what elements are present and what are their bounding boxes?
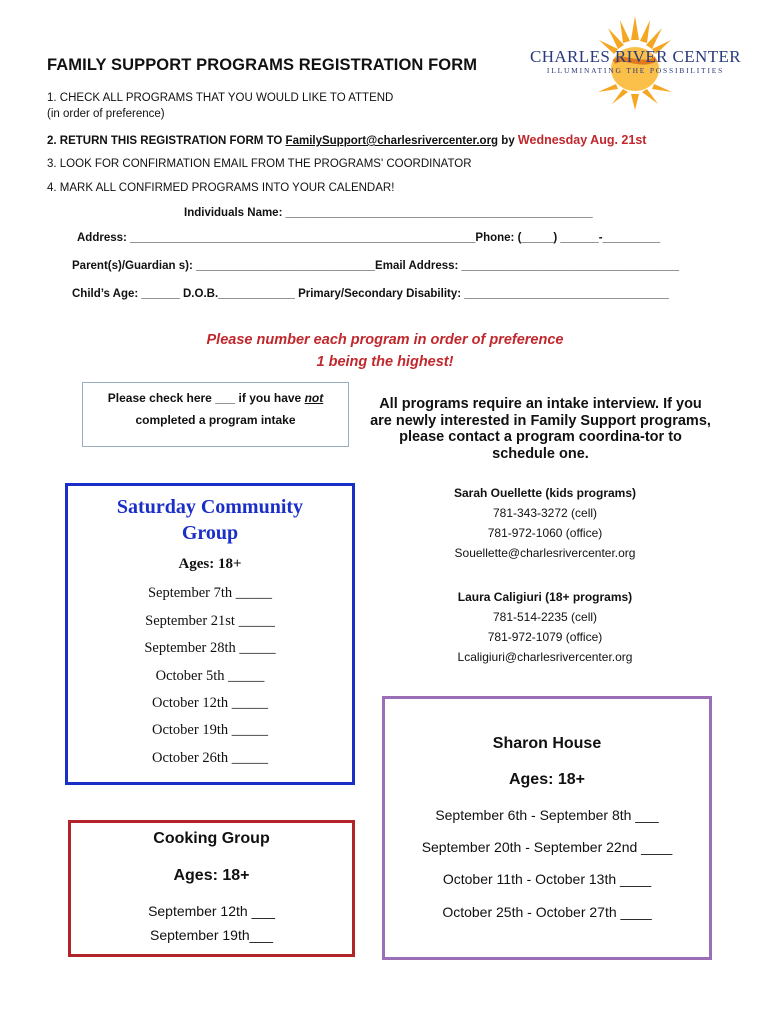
intake-check-line2: completed a program intake [135, 413, 296, 427]
sharon-house-box [382, 696, 712, 960]
saturday-date[interactable]: October 12th _____ [152, 695, 268, 711]
cooking-group-box [68, 820, 355, 957]
saturday-title-2: Group [181, 522, 239, 544]
step-2-by: by [501, 135, 515, 147]
step-1: 1. CHECK ALL PROGRAMS THAT YOU WOULD LIKE TO ATTEND [47, 92, 394, 104]
intake-check-line [83, 391, 348, 405]
contact-sarah [380, 486, 710, 560]
cooking-title: Cooking Group [153, 830, 270, 847]
logo-tagline: ILLUMINATING THE POSSIBILITIES [546, 66, 725, 75]
sharon-title: Sharon House [492, 735, 602, 752]
intake-check-text: Please check here ___ if you have [107, 391, 305, 405]
contact-email[interactable]: Souellette@charlesrivercenter.org [454, 546, 636, 560]
contact-cell: 781-514-2235 (cell) [492, 610, 598, 624]
saturday-date[interactable]: September 21st _____ [145, 613, 275, 629]
logo-name: CHARLES RIVER CENTER [529, 47, 742, 66]
sharon-date[interactable]: October 11th - October 13th ____ [442, 871, 652, 887]
contact-email[interactable]: Lcaligiuri@charlesrivercenter.org [457, 650, 633, 664]
contact-cell: 781-343-3272 (cell) [492, 506, 598, 520]
individuals-name-field[interactable]: Individuals Name: ________________________________________________ [184, 207, 593, 219]
saturday-community-group-box [65, 483, 355, 785]
intake-not-emphasis: not [304, 391, 324, 405]
saturday-title: Saturday Community [116, 496, 304, 518]
cooking-ages: Ages: 18+ [173, 867, 250, 884]
saturday-date[interactable]: October 26th _____ [152, 750, 268, 766]
cooking-date[interactable]: September 12th ___ [148, 903, 275, 919]
contact-office: 781-972-1079 (office) [487, 630, 603, 644]
saturday-date[interactable]: September 28th _____ [144, 640, 276, 656]
contact-office: 781-972-1060 (office) [487, 526, 603, 540]
step-3: 3. LOOK FOR CONFIRMATION EMAIL FROM THE PROGRAMS' COORDINATOR [47, 158, 472, 170]
saturday-date[interactable]: October 19th _____ [152, 722, 268, 738]
saturday-date[interactable]: September 7th _____ [147, 585, 273, 601]
sharon-ages: Ages: 18+ [508, 771, 586, 788]
form-title: FAMILY SUPPORT PROGRAMS REGISTRATION FORM [47, 56, 478, 74]
intake-interview-info: All programs require an intake interview. If you are newly interested in Family Support programs, please contact a program coordina-tor to schedule one. [370, 396, 711, 462]
intake-checkbox-panel[interactable] [82, 382, 349, 447]
preference-note: Please number each program in order of preference [206, 332, 564, 348]
contact-laura [380, 590, 710, 664]
step-1-note: (in order of preference) [47, 108, 165, 120]
saturday-date[interactable]: October 5th _____ [155, 668, 265, 684]
guardian-email-field[interactable]: Parent(s)/Guardian s): ____________________________Email Address: __________________________________ [72, 260, 679, 272]
contact-name: Sarah Ouellette (kids programs) [453, 486, 637, 500]
step-2 [47, 133, 646, 147]
sharon-date[interactable]: September 20th - September 22nd ____ [421, 839, 673, 855]
sharon-date[interactable]: October 25th - October 27th ____ [442, 904, 652, 920]
contact-name: Laura Caligiuri (18+ programs) [457, 590, 633, 604]
preference-note-highest: 1 being the highest! [316, 354, 454, 370]
step-4: 4. MARK ALL CONFIRMED PROGRAMS INTO YOUR CALENDAR! [47, 182, 395, 194]
cooking-date[interactable]: September 19th___ [150, 927, 273, 943]
return-email-link[interactable]: FamilySupport@charlesrivercenter.org [285, 135, 499, 147]
deadline-date: Wednesday Aug. 21st [517, 133, 647, 147]
saturday-ages: Ages: 18+ [178, 556, 242, 572]
sharon-date[interactable]: September 6th - September 8th ___ [435, 807, 659, 823]
step-2-prefix: 2. RETURN THIS REGISTRATION FORM TO [47, 135, 283, 147]
address-phone-field[interactable]: Address: ______________________________________________________Phone: (_____) ______-_________ [77, 232, 661, 244]
child-age-dob-disability-field[interactable]: Child’s Age: ______ D.O.B.____________ Primary/Secondary Disability: ________________________________ [72, 288, 669, 300]
